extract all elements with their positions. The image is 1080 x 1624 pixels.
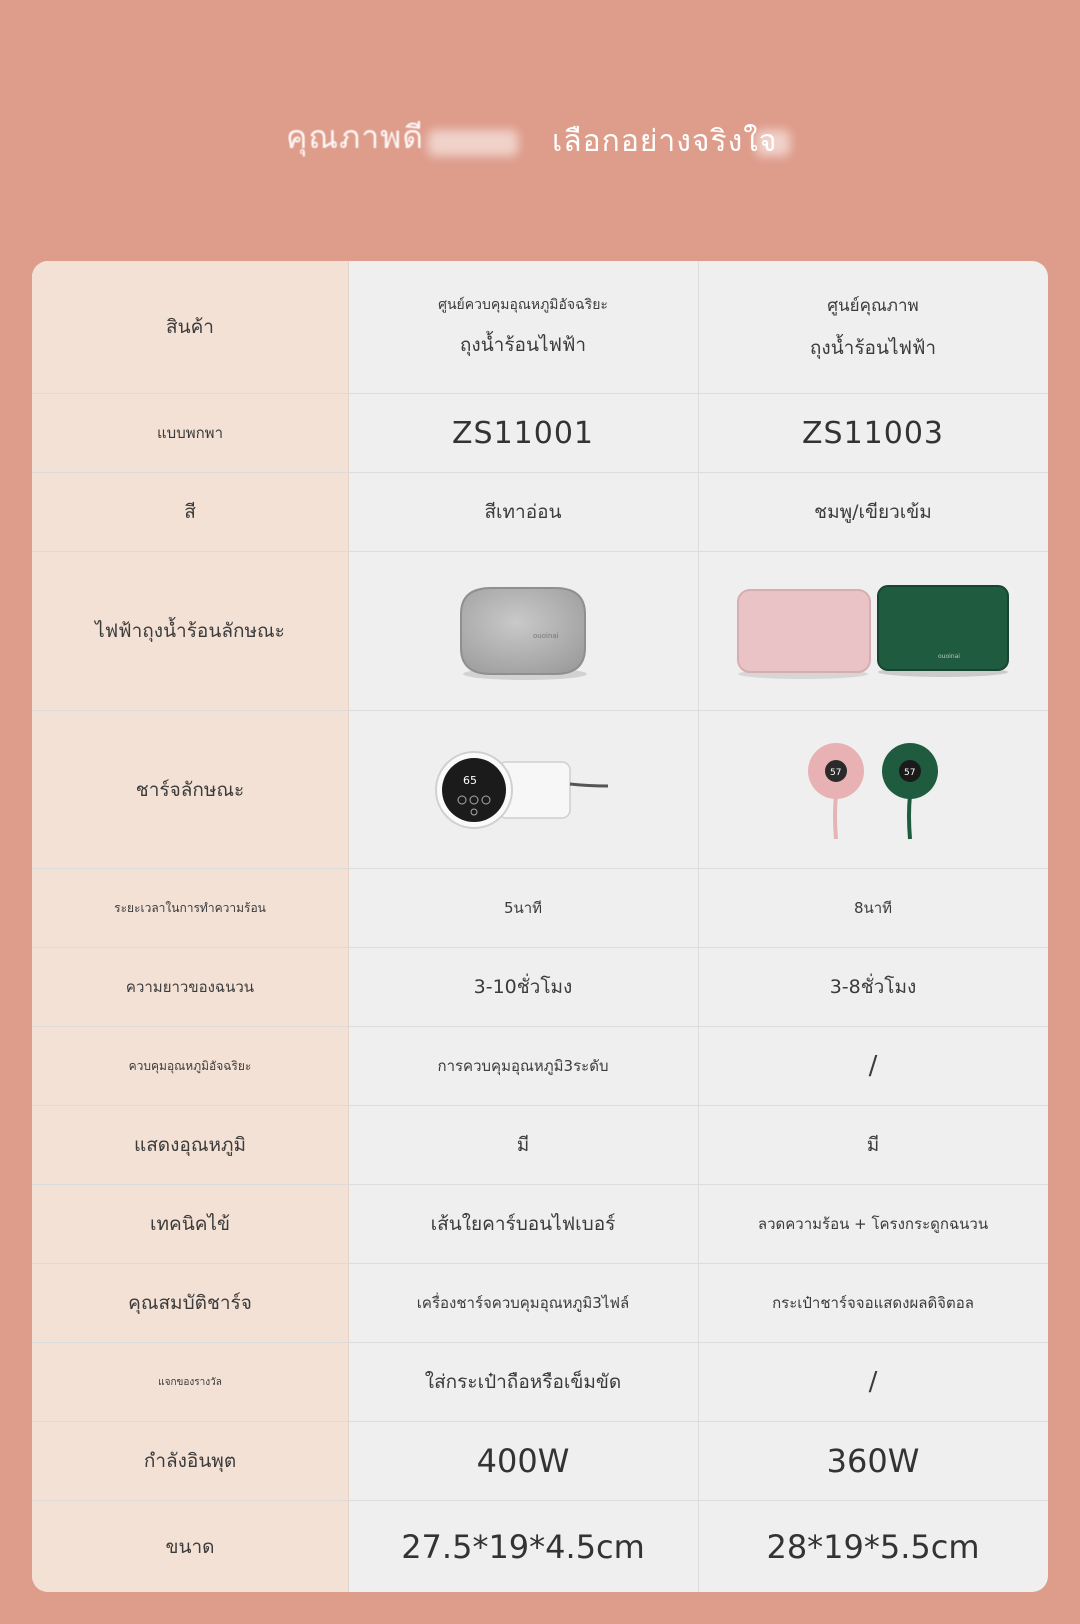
cell-value: 27.5*19*4.5cm [401, 1527, 645, 1566]
digital-charger-image [428, 740, 618, 840]
product-title: ถุงน้ำร้อนไฟฟ้า [809, 336, 937, 359]
row-label: สี [184, 501, 196, 523]
cell-value: การควบคุมอุณหภูมิ3ระดับ [437, 1057, 609, 1075]
row-label: กำลังอินพุต [143, 1450, 237, 1472]
cell-value: 400W [476, 1442, 570, 1480]
table-row [32, 1422, 1048, 1501]
cell-value: / [868, 1367, 878, 1397]
table-row [32, 261, 1048, 394]
comparison-table [32, 261, 1048, 1592]
row-label: แบบพกพา [157, 424, 223, 442]
pink-green-hot-water-bags-image [728, 576, 1018, 686]
table-row [32, 711, 1048, 869]
product-subtitle: ศูนย์คุณภาพ [827, 295, 919, 316]
cell-value: มี [516, 1134, 530, 1156]
table-row [32, 1027, 1048, 1106]
row-label: ไฟฟ้าถุงน้ำร้อนลักษณะ [95, 620, 285, 642]
column-divider [348, 261, 349, 1592]
cell-value: 3-10ชั่วโมง [473, 976, 573, 998]
svg-text:ouoinai: ouoinai [938, 653, 960, 660]
color-value: สีเทาอ่อน [484, 501, 562, 523]
product-image-cell [348, 552, 698, 710]
blurred-text [428, 130, 518, 156]
product-image-cell [698, 552, 1048, 710]
row-label: สินค้า [166, 316, 214, 338]
charger-image-cell [348, 711, 698, 868]
table-row [32, 473, 1048, 552]
table-row [32, 394, 1048, 473]
table-row [32, 1343, 1048, 1422]
cell-value: ลวดความร้อน + โครงกระดูกฉนวน [757, 1215, 989, 1233]
row-label: คุณสมบัติชาร์จ [128, 1292, 252, 1314]
round-chargers-image [798, 735, 948, 845]
table-row [32, 552, 1048, 711]
row-label: เทคนิคไข้ [150, 1213, 230, 1235]
product-subtitle: ศูนย์ควบคุมอุณหภูมิอัจฉริยะ [438, 297, 608, 313]
table-row [32, 1264, 1048, 1343]
cell-value: 360W [826, 1442, 920, 1480]
table-row [32, 948, 1048, 1027]
charger-display-text: 57 [830, 767, 842, 778]
row-label: ควบคุมอุณหภูมิอัจฉริยะ [128, 1058, 252, 1073]
charger-display-text: 57 [904, 767, 916, 778]
product-name-cell [698, 261, 1048, 393]
row-label: ความยาวของฉนวน [125, 978, 255, 996]
header-title-left: คุณภาพดี [286, 118, 425, 156]
cell-value: / [868, 1051, 878, 1081]
cell-value: 8นาที [853, 899, 893, 917]
product-name-cell [348, 261, 698, 393]
model-code: ZS11003 [801, 415, 945, 451]
gray-hot-water-bag-image [443, 576, 603, 686]
header-title-right: เลือกอย่างจริงใจ [552, 124, 778, 159]
model-code: ZS11001 [451, 415, 595, 451]
table-row [32, 1185, 1048, 1264]
table-row [32, 1106, 1048, 1185]
row-label: แจกของรางวัล [158, 1376, 222, 1388]
cell-value: มี [866, 1134, 880, 1156]
cell-value: 5นาที [503, 899, 543, 917]
table-row [32, 869, 1048, 948]
page-header [0, 112, 1080, 172]
charger-image-cell [698, 711, 1048, 868]
cell-value: เครื่องชาร์จควบคุมอุณหภูมิ3ไฟล์ [416, 1294, 630, 1312]
row-label: ชาร์จลักษณะ [135, 778, 245, 801]
row-label: แสดงอุณหภูมิ [133, 1134, 247, 1156]
table-row [32, 1501, 1048, 1592]
cell-value: 28*19*5.5cm [766, 1527, 980, 1566]
cell-value: กระเป๋าชาร์จจอแสดงผลดิจิตอล [772, 1294, 974, 1312]
cell-value: 3-8ชั่วโมง [829, 976, 917, 998]
row-label: ขนาด [165, 1535, 215, 1558]
color-value: ชมพู/เขียวเข้ม [814, 501, 932, 523]
svg-text:ouoinai: ouoinai [533, 632, 559, 640]
cell-value: ใส่กระเป๋าถือหรือเข็มขัด [424, 1371, 622, 1393]
product-title: ถุงน้ำร้อนไฟฟ้า [459, 334, 587, 356]
row-label: ระยะเวลาในการทำความร้อน [114, 900, 266, 915]
charger-display-text: 65 [463, 773, 477, 787]
cell-value: เส้นใยคาร์บอนไฟเบอร์ [430, 1213, 616, 1235]
